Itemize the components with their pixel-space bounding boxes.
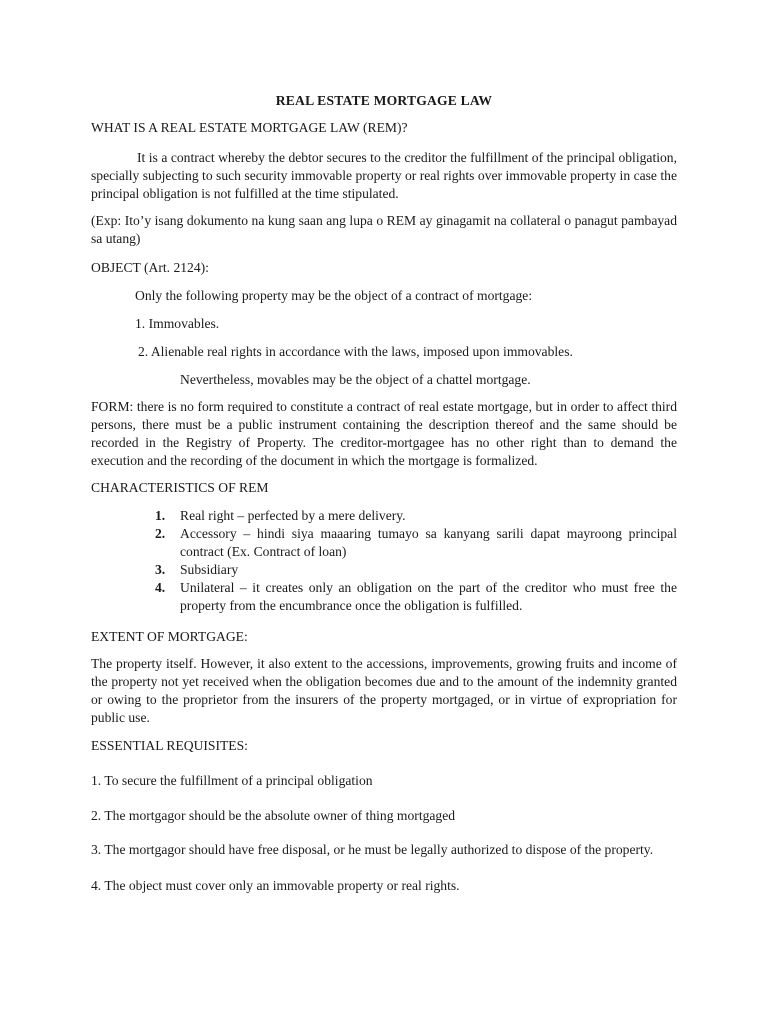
list-item [155,561,677,579]
list-text: Real right – perfected by a mere delivery. [180,508,406,523]
heading-requisites: ESSENTIAL REQUISITES: [91,738,248,753]
list-text: Accessory – hindi siya maaaring tumayo sa kanyang sarili dapat mayroong principal contract (Ex. Contract of loan) [180,526,677,559]
form-paragraph: FORM: there is no form required to constitute a contract of real estate mortgage, but in order to affect third persons, there must be a public instrument containing the description thereof and the same should be recorded in the Registry of Property. The creditor-mortgagee has no other right than to demand the execution and the recording of the document in which the mortgage is formalized. [91,399,677,468]
list-number: 4. [155,580,166,595]
list-item [155,525,677,561]
list-item [155,507,677,525]
requisite-4: 4. The object must cover only an immovable property or real rights. [91,878,460,893]
heading-what-is-rem: WHAT IS A REAL ESTATE MORTGAGE LAW (REM)? [91,120,408,135]
list-number: 1. [155,508,166,523]
object-intro: Only the following property may be the object of a contract of mortgage: [135,288,533,303]
requisite-3: 3. The mortgagor should have free disposal, or he must be legally authorized to dispose of the property. [91,842,654,857]
tagalog-explanation: (Exp: Ito’y isang dokumento na kung saan ang lupa o REM ay ginagamit na collateral o panagut pambayad sa utang) [91,213,677,246]
heading-extent: EXTENT OF MORTGAGE: [91,629,248,644]
list-text: Unilateral – it creates only an obligation on the part of the creditor who must free the property from the encumbrance once the obligation is fulfilled. [180,580,677,613]
document-title: REAL ESTATE MORTGAGE LAW [275,93,493,108]
heading-object: OBJECT (Art. 2124): [91,260,209,275]
requisite-1: 1. To secure the fulfillment of a principal obligation [91,773,373,788]
extent-paragraph: The property itself. However, it also extent to the accessions, improvements, growing fruits and income of the property not yet received when the obligation becomes due and to the amount of the indemnity granted or owing to the proprietor from the insurers of the property mortgaged, or in virtue of expropriation for public use. [91,656,677,725]
characteristics-list [155,507,677,615]
heading-characteristics: CHARACTERISTICS OF REM [91,480,269,495]
object-item-1: 1. Immovables. [135,316,220,331]
object-item-2: 2. Alienable real rights in accordance with the laws, imposed upon immovables. [138,344,573,359]
list-text: Subsidiary [180,562,239,577]
list-item [155,579,677,615]
requisite-2: 2. The mortgagor should be the absolute owner of thing mortgaged [91,808,456,823]
definition-paragraph: It is a contract whereby the debtor secures to the creditor the fulfillment of the principal obligation, specially subjecting to such security immovable property or real rights over immovable property in case the principal obligation is not fulfilled at the time stipulated. [91,150,677,201]
object-note: Nevertheless, movables may be the object of a chattel mortgage. [180,372,531,387]
list-number: 3. [155,562,166,577]
list-number: 2. [155,526,166,541]
